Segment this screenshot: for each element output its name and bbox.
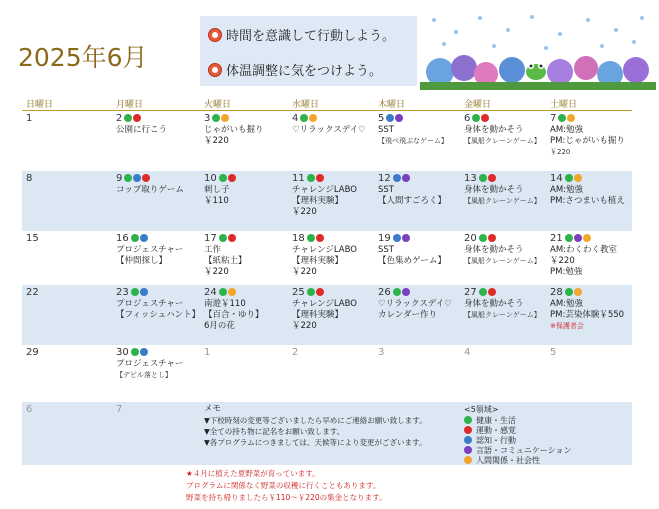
red-domain-dot-icon [316,234,324,242]
green-domain-dot-icon [131,234,139,242]
day-cell [22,345,112,402]
event-text: 【理科実験】 [292,256,344,266]
event-text: 【風船クレーンゲーム】 [464,197,541,205]
day-number: 2 [292,347,299,358]
green-domain-dot-icon [479,288,487,296]
blue-domain-dot-icon [393,174,401,182]
event-text: 【理科実験】 [292,196,344,206]
day-number: 20 [464,233,477,244]
day-number: 2 [116,113,123,124]
event-text: 【飛べ飛ぶなゲーム】 [378,137,448,145]
orange-domain-dot-icon [309,114,317,122]
green-domain-dot-icon [472,114,480,122]
green-domain-dot-icon [464,416,472,424]
event-text: じゃがいも掘り [204,125,264,135]
event-text: 工作 [204,245,222,255]
week-row [22,171,632,231]
green-domain-dot-icon [219,234,227,242]
alarm-clock-icon [208,28,222,42]
day-cell [112,231,200,285]
green-domain-dot-icon [558,114,566,122]
day-number: 5 [550,347,557,358]
memo-sunday: 6 [26,404,33,415]
blue-domain-dot-icon [386,114,394,122]
day-cell [200,345,288,402]
calendar-grid [22,96,632,465]
event-text: コップ取りゲーム [116,185,184,195]
green-domain-dot-icon [124,174,132,182]
red-domain-dot-icon [481,114,489,122]
orange-domain-dot-icon [583,234,591,242]
week-row [22,285,632,345]
blue-domain-dot-icon [133,174,141,182]
event-text: プロジェスチャー [116,245,184,255]
event-text: SST [378,185,394,195]
green-domain-dot-icon [219,174,227,182]
week-row [22,231,632,285]
day-number: 4 [292,113,299,124]
day-number: 26 [378,287,391,298]
purple-domain-dot-icon [395,114,403,122]
day-number: 13 [464,173,477,184]
memo-notes: メモ ▼下校時刻の変更等ございましたら早めにご連絡お願い致します。 ▼全ての持ち物に記名をお願い致します。 ▼各プログラムにつきましては、天候等により変更がございます。 [200,402,460,465]
day-cell [546,111,632,172]
event-text: AM:勉強 [550,185,584,195]
day-cell [374,231,460,285]
day-cell [22,171,112,231]
legend-label: 健康・生活 [476,415,516,425]
day-number: 18 [292,233,305,244]
red-domain-dot-icon [228,174,236,182]
orange-domain-dot-icon [228,288,236,296]
event-text: PM:さつまいも植え [550,196,625,206]
red-domain-dot-icon [316,288,324,296]
day-number: 17 [204,233,217,244]
day-cell [460,231,546,285]
red-domain-dot-icon [488,234,496,242]
domain-legend: <5領域> 健康・生活 運動・感覚 認知・行動 言語・コミュニケーション 人間関係・社会性 [460,402,632,465]
weekday-label: 火曜日 [200,96,288,111]
event-text: プロジェスチャー [116,299,184,309]
day-number: 24 [204,287,217,298]
day-cell [112,171,200,231]
day-cell [546,171,632,231]
event-text: 身体を動かそう [464,185,524,195]
day-number: 7 [550,113,557,124]
day-number: 21 [550,233,563,244]
event-text: 刺し子 [204,185,230,195]
day-number: 3 [204,113,211,124]
week-row [22,111,632,172]
red-domain-dot-icon [142,174,150,182]
day-number: 1 [204,347,211,358]
event-text: 【風船クレーンゲーム】 [464,311,541,319]
memo-line: ▼下校時刻の変更等ございましたら早めにご連絡お願い致します。 [204,416,427,425]
day-cell [288,345,374,402]
green-domain-dot-icon [219,288,227,296]
event-text: ♡リラックスデイ♡ [292,125,366,135]
green-domain-dot-icon [131,288,139,296]
blue-domain-dot-icon [393,234,401,242]
day-number: 5 [378,113,385,124]
day-cell [288,231,374,285]
day-cell [112,285,200,345]
event-text: PM:じゃがいも掘り [550,136,625,146]
day-cell [112,345,200,402]
event-text: 【風船クレーンゲーム】 [464,257,541,265]
event-text: ※保護者会 [550,322,584,330]
green-domain-dot-icon [300,114,308,122]
purple-domain-dot-icon [402,288,410,296]
day-cell [460,285,546,345]
day-number: 28 [550,287,563,298]
event-text: 【百合・ゆり】 [204,310,264,320]
footer-line: ★４月に植えた夏野菜が育っています。 [186,469,320,478]
green-domain-dot-icon [131,348,139,356]
day-cell [288,171,374,231]
event-text: SST [378,125,394,135]
event-text: AM:勉強 [550,125,584,135]
green-domain-dot-icon [479,174,487,182]
day-cell [200,285,288,345]
footer-line: 野菜を持ち帰りましたら￥110～￥220の集金となります。 [186,493,387,502]
notice-line-2: 体温調整に気をつけよう。 [208,60,382,79]
day-cell [288,285,374,345]
event-text: PM:勉強 [550,267,583,277]
event-text: SST [378,245,394,255]
event-text: 【紙粘土】 [204,256,247,266]
event-text: 【色集めゲーム】 [378,256,447,266]
green-domain-dot-icon [307,288,315,296]
event-text: 【デビル落とし】 [116,371,172,379]
day-number: 22 [26,287,39,298]
legend-label: 人間関係・社会性 [476,455,540,465]
orange-domain-dot-icon [464,456,472,464]
green-domain-dot-icon [307,174,315,182]
event-text: 南遊￥110 [204,299,246,309]
event-text: ♡リラックスデイ♡ [378,299,452,309]
day-cell [22,111,112,172]
legend-item [464,435,628,445]
event-text: ￥220 [550,256,575,266]
event-text: 身体を動かそう [464,125,524,135]
day-cell [374,171,460,231]
legend-label: 運動・感覚 [476,425,516,435]
day-number: 6 [464,113,471,124]
day-cell [460,111,546,172]
day-number: 12 [378,173,391,184]
green-domain-dot-icon [393,288,401,296]
event-text: AM:わくわく教室 [550,245,618,255]
event-text: 【理科実験】 [292,310,344,320]
green-domain-dot-icon [124,114,132,122]
orange-domain-dot-icon [574,174,582,182]
event-text: ￥220 [204,267,229,277]
event-text: 【風船クレーンゲーム】 [464,137,541,145]
event-text: チャレンジLABO [292,245,357,255]
day-number: 19 [378,233,391,244]
blue-domain-dot-icon [140,234,148,242]
weekday-label: 水曜日 [288,96,374,111]
day-cell [546,231,632,285]
weekday-label: 金曜日 [460,96,546,111]
orange-domain-dot-icon [221,114,229,122]
event-text: チャレンジLABO [292,185,357,195]
calendar-title: 2025年6月 [18,43,148,72]
legend-label: 認知・行動 [476,435,516,445]
day-number: 15 [26,233,39,244]
event-text: ￥220 [550,148,571,156]
event-text: チャレンジLABO [292,299,357,309]
day-cell [374,111,460,172]
purple-domain-dot-icon [464,446,472,454]
green-domain-dot-icon [479,234,487,242]
day-cell [546,285,632,345]
purple-domain-dot-icon [402,234,410,242]
event-text: 6月の花 [204,321,235,331]
event-text: 【仲間探し】 [116,256,168,266]
day-number: 10 [204,173,217,184]
event-text: 身体を動かそう [464,299,524,309]
event-text: 【フィッシュハント】 [116,310,201,320]
day-cell [200,231,288,285]
footer-line: プログラムに関係なく野菜の収穫に行くこともあります。 [186,481,381,490]
notice-box [200,16,417,86]
purple-domain-dot-icon [402,174,410,182]
blue-domain-dot-icon [140,288,148,296]
day-cell [374,345,460,402]
week-row [22,345,632,402]
red-domain-dot-icon [488,288,496,296]
day-number: 4 [464,347,471,358]
weekday-label: 木曜日 [374,96,460,111]
event-text: ￥220 [292,321,317,331]
memo-row [22,402,632,465]
green-domain-dot-icon [212,114,220,122]
weekday-label: 月曜日 [112,96,200,111]
red-domain-dot-icon [228,234,236,242]
blue-domain-dot-icon [464,436,472,444]
red-domain-dot-icon [464,426,472,434]
day-cell [288,111,374,172]
event-text: ￥220 [204,136,229,146]
weekday-label: 日曜日 [22,96,112,111]
event-text: 身体を動かそう [464,245,524,255]
day-number: 8 [26,173,33,184]
day-number: 3 [378,347,385,358]
memo-line: ▼全ての持ち物に記名をお願い致します。 [204,427,345,436]
legend-item [464,415,628,425]
day-number: 1 [26,113,33,124]
orange-domain-dot-icon [567,114,575,122]
day-cell [200,111,288,172]
day-number: 16 [116,233,129,244]
day-cell [22,231,112,285]
event-text: ￥220 [292,207,317,217]
red-domain-dot-icon [133,114,141,122]
event-text: PM:芸染体験￥550 [550,310,625,320]
green-domain-dot-icon [565,288,573,296]
day-number: 14 [550,173,563,184]
hydrangea-rain-illustration [420,12,656,90]
legend-item [464,425,628,435]
alarm-clock-icon [208,63,222,77]
green-domain-dot-icon [565,234,573,242]
memo-monday: 7 [116,404,123,415]
day-cell [112,111,200,172]
legend-item [464,455,628,465]
legend-label: 言語・コミュニケーション [476,445,572,455]
day-number: 27 [464,287,477,298]
red-domain-dot-icon [316,174,324,182]
red-domain-dot-icon [488,174,496,182]
weekday-label: 土曜日 [546,96,632,111]
day-cell [374,285,460,345]
memo-line: ▼各プログラムにつきましては、天候等により変更がございます。 [204,438,427,447]
day-cell [546,345,632,402]
day-cell [460,345,546,402]
day-number: 23 [116,287,129,298]
legend-item [464,445,628,455]
event-text: AM:勉強 [550,299,584,309]
day-number: 9 [116,173,123,184]
purple-domain-dot-icon [574,234,582,242]
day-number: 25 [292,287,305,298]
day-cell [200,171,288,231]
day-cell [460,171,546,231]
day-cell [22,285,112,345]
day-number: 30 [116,347,129,358]
weekday-header [22,96,632,111]
day-number: 11 [292,173,305,184]
green-domain-dot-icon [565,174,573,182]
event-text: 公園に行こう [116,125,168,135]
event-text: カレンダー作り [378,310,437,320]
blue-domain-dot-icon [140,348,148,356]
day-number: 29 [26,347,39,358]
event-text: 【人間すごろく】 [378,196,447,206]
event-text: ￥110 [204,196,229,206]
event-text: ￥220 [292,267,317,277]
green-domain-dot-icon [307,234,315,242]
notice-line-1: 時間を意識して行動しよう。 [208,25,395,44]
orange-domain-dot-icon [574,288,582,296]
event-text: プロジェスチャー [116,359,184,369]
